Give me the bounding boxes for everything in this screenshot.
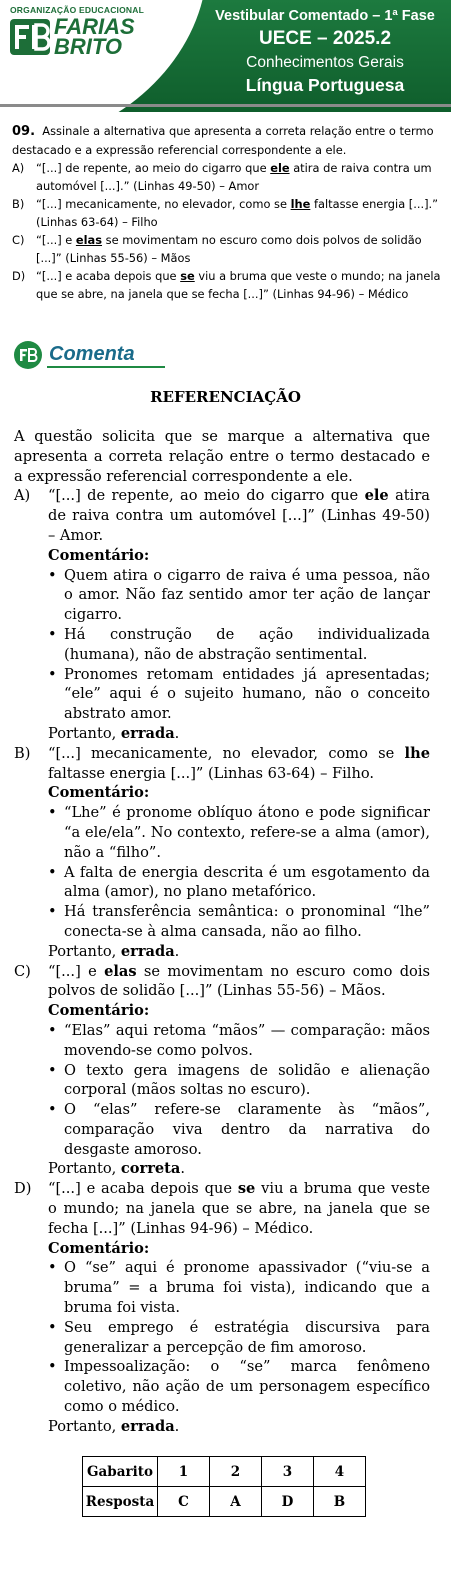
verdict-line: Portanto, errada. bbox=[48, 942, 180, 960]
alternative-quote: “[...] mecanicamente, no elevador, como se lhe faltasse energia [...]” (Linhas 63-64) – Filho. bbox=[48, 744, 430, 782]
logo-word-farias: FARIAS bbox=[54, 14, 135, 39]
question-option-a bbox=[12, 159, 442, 195]
answer-key-number: 1 bbox=[158, 1457, 210, 1487]
comment-bullet: • Impessoalização: o “se” marca fenômeno coletivo, não ação de um personagem específico como o médico. bbox=[48, 1358, 430, 1416]
answer-key-number: 2 bbox=[210, 1457, 262, 1487]
alternative-quote: “[...] de repente, ao meio do cigarro que ele atira de raiva contra um automóvel [...]” (Linhas 49-50) – Amor. bbox=[48, 487, 430, 544]
question-block bbox=[12, 122, 442, 303]
alternative-d bbox=[14, 1179, 430, 1436]
alternative-quote: “[...] e elas se movimentam no escuro como dois polvos de solidão [...]” (Linhas 55-56) – Mãos. bbox=[48, 962, 430, 1000]
comment-bullet: • O “elas” refere-se claramente às “mãos”, comparação viva dentro da narrativa do desgaste amoroso. bbox=[48, 1101, 430, 1158]
comment-title: Comentário: bbox=[48, 1239, 150, 1257]
comment-bullet: • Seu emprego é estratégia discursiva para generalizar a percepção de fim amoroso. bbox=[48, 1318, 430, 1356]
question-option-b bbox=[12, 195, 442, 231]
section-title: REFERENCIAÇÃO bbox=[150, 388, 301, 406]
logo-word-brito: BRITO bbox=[54, 34, 123, 59]
question-option-c bbox=[12, 231, 442, 267]
comment-bullet: • “Elas” aqui retoma “mãos” — comparação: mãos movendo-se como polvos. bbox=[48, 1021, 430, 1059]
alternative-letter: D) bbox=[14, 1180, 32, 1198]
alternative-quote: “[...] e acaba depois que se viu a bruma que veste o mundo; na janela que se abre, na janela que se fecha [...]” (Linhas 94-96) – Médico. bbox=[48, 1180, 430, 1237]
question-number: 09. bbox=[12, 124, 36, 139]
page-header bbox=[0, 0, 451, 112]
comment-title: Comentário: bbox=[48, 546, 150, 564]
header-exam-name: UECE – 2025.2 bbox=[258, 28, 392, 49]
option-letter: A) bbox=[12, 161, 25, 175]
comment-bullet: • Quem atira o cigarro de raiva é uma pessoa, não o amor. Não faz sentido amor ter ação de lançar cigarro. bbox=[48, 566, 430, 624]
comenta-title: Comenta bbox=[49, 343, 135, 365]
option-text: “[...] de repente, ao meio do cigarro que ele atira de raiva contra um automóvel [...].” (Linhas 49-50) – Amor bbox=[36, 161, 432, 193]
alternative-letter: C) bbox=[14, 962, 31, 980]
header-divider bbox=[0, 104, 451, 107]
comment-bullet: • A falta de energia descrita é um esgotamento da alma (amor), no plano metafórico. bbox=[48, 863, 430, 901]
answer-key-row-answers bbox=[83, 1487, 366, 1517]
option-text: “[...] mecanicamente, no elevador, como se lhe faltasse energia [...].” (Linhas 63-64) – Filho bbox=[36, 197, 439, 229]
answer-key-label: Resposta bbox=[83, 1487, 158, 1517]
alternative-a bbox=[14, 486, 430, 743]
comment-bullet: • “Lhe” é pronome oblíquo átono e pode significar “a ele/ela”. No contexto, refere-se a alma (amor), não a “filho”. bbox=[48, 804, 430, 861]
alternative-c bbox=[14, 962, 430, 1180]
answer-key-number: 4 bbox=[314, 1457, 366, 1487]
question-stem bbox=[12, 122, 442, 159]
comenta-underline bbox=[47, 366, 165, 368]
question-option-d bbox=[12, 267, 442, 303]
comment-bullet: • O “se” aqui é pronome apassivador (“viu-se a bruma” = a bruma foi vista), indicando que a bruma foi vista. bbox=[48, 1259, 430, 1317]
header-exam-label: Vestibular Comentado – 1ª Fase bbox=[215, 8, 435, 24]
question-stem-text: Assinale a alternativa que apresenta a correta relação entre o termo destacado e a expressão referencial correspondente a ele. bbox=[12, 124, 434, 157]
comment-bullet: • Há construção de ação individualizada (humana), não de abstração sentimental. bbox=[48, 625, 430, 663]
answer-key-row-numbers bbox=[83, 1457, 366, 1487]
answer-key-table bbox=[82, 1456, 366, 1517]
verdict-line: Portanto, errada. bbox=[48, 1417, 180, 1435]
answer-key-label: Gabarito bbox=[83, 1457, 158, 1487]
option-letter: D) bbox=[12, 269, 26, 283]
verdict-line: Portanto, correta. bbox=[48, 1160, 186, 1178]
comment-title: Comentário: bbox=[48, 784, 150, 802]
comment-title: Comentário: bbox=[48, 1002, 150, 1020]
option-text: “[...] e acaba depois que se viu a bruma que veste o mundo; na janela que se abre, na janela que se fecha [...]” (Linhas 94-96) – Médico bbox=[36, 269, 441, 301]
comment-bullet: • Pronomes retomam entidades já apresentadas; “ele” aqui é o sujeito humano, não o conceito abstrato amor. bbox=[48, 665, 430, 723]
fb-circle-icon bbox=[14, 341, 42, 369]
comment-bullet: • O texto gera imagens de solidão e alienação corporal (mãos soltas no escuro). bbox=[48, 1061, 430, 1099]
header-subject: Língua Portuguesa bbox=[245, 75, 405, 95]
comment-bullet: • Há transferência semântica: o pronominal “lhe” conecta-se à alma cansada, não ao filho. bbox=[48, 903, 430, 940]
verdict-line: Portanto, errada. bbox=[48, 724, 180, 742]
header-area: Conhecimentos Gerais bbox=[246, 54, 404, 71]
alternative-b bbox=[14, 744, 430, 962]
option-letter: C) bbox=[12, 233, 25, 247]
commentary-body bbox=[14, 427, 430, 1437]
answer-key-number: 3 bbox=[262, 1457, 314, 1487]
option-letter: B) bbox=[12, 197, 25, 211]
intro-paragraph: A questão solicita que se marque a alternativa que apresenta a correta relação entre o termo destacado e a expressão referencial correspondente a ele. bbox=[14, 428, 430, 485]
alternative-letter: B) bbox=[14, 744, 31, 762]
header-title-block bbox=[215, 6, 435, 96]
logo-org-label: ORGANIZAÇÃO EDUCACIONAL bbox=[10, 5, 144, 15]
comenta-logo bbox=[14, 341, 164, 371]
answer-key-answer: B bbox=[314, 1487, 366, 1517]
answer-key-answer: C bbox=[158, 1487, 210, 1517]
fb-logo-icon bbox=[10, 19, 50, 55]
alternative-letter: A) bbox=[14, 487, 31, 505]
answer-key-answer: D bbox=[262, 1487, 314, 1517]
answer-key-answer: A bbox=[210, 1487, 262, 1517]
option-text: “[...] e elas se movimentam no escuro como dois polvos de solidão [...]” (Linhas 55-56) – Mãos bbox=[36, 233, 422, 265]
